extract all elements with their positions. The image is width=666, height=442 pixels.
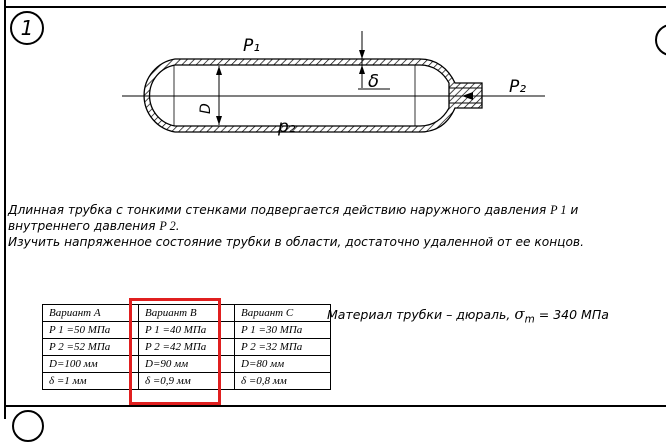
table-cell: P 2 =52 МПа <box>43 339 139 356</box>
tube-diagram <box>100 26 550 146</box>
variant-b-highlight <box>129 298 221 405</box>
problem-description <box>8 202 658 250</box>
diameter-label: D <box>198 103 214 114</box>
table-cell: D=100 мм <box>43 356 139 373</box>
thickness-label: δ <box>368 71 380 92</box>
next-problem-circle-bottom <box>12 410 44 442</box>
description-line-2: внутреннего давления P 2. <box>8 219 180 233</box>
internal-pressure-label: p₂ <box>278 117 296 137</box>
sigma-subscript: m <box>524 313 535 326</box>
p2-symbol: P 2 <box>159 219 176 233</box>
table-cell: D=90 мм <box>139 356 235 373</box>
table-cell: δ =0,9 мм <box>139 373 235 390</box>
description-line-1: Длинная трубка с тонкими стенками подвергается действию наружного давления P 1 и <box>8 203 579 217</box>
table-cell: δ =0,8 мм <box>235 373 331 390</box>
table-cell: P 1 =50 МПа <box>43 322 139 339</box>
p1-symbol: P 1 <box>550 203 567 217</box>
problem-number-circle <box>10 11 44 45</box>
end-pressure-label: P₂ <box>509 77 527 97</box>
table-cell: P 2 =32 МПа <box>235 339 331 356</box>
sigma-symbol: σ <box>514 305 525 323</box>
next-problem-circle <box>655 24 666 56</box>
external-pressure-label: P₁ <box>243 36 261 56</box>
table-cell: D=80 мм <box>235 356 331 373</box>
problem-number: 1 <box>20 16 34 40</box>
description-line-3: Изучить напряженное состояние трубки в области, достаточно удаленной от ее концов. <box>8 235 584 249</box>
frame-bottom-border <box>4 405 666 407</box>
table-cell: P 2 =42 МПа <box>139 339 235 356</box>
material-prefix: Материал трубки – дюраль, <box>327 307 511 322</box>
variant-a-header: Вариант А <box>43 305 139 322</box>
table-cell: δ =1 мм <box>43 373 139 390</box>
table-cell: P 1 =30 МПа <box>235 322 331 339</box>
frame-top-border <box>4 6 666 8</box>
material-note <box>327 305 609 326</box>
frame-left-border <box>4 0 6 419</box>
table-cell: P 1 =40 МПа <box>139 322 235 339</box>
variant-c-header: Вариант С <box>235 305 331 322</box>
variant-b-header: Вариант B <box>139 305 235 322</box>
material-value: = 340 МПа <box>538 307 609 322</box>
